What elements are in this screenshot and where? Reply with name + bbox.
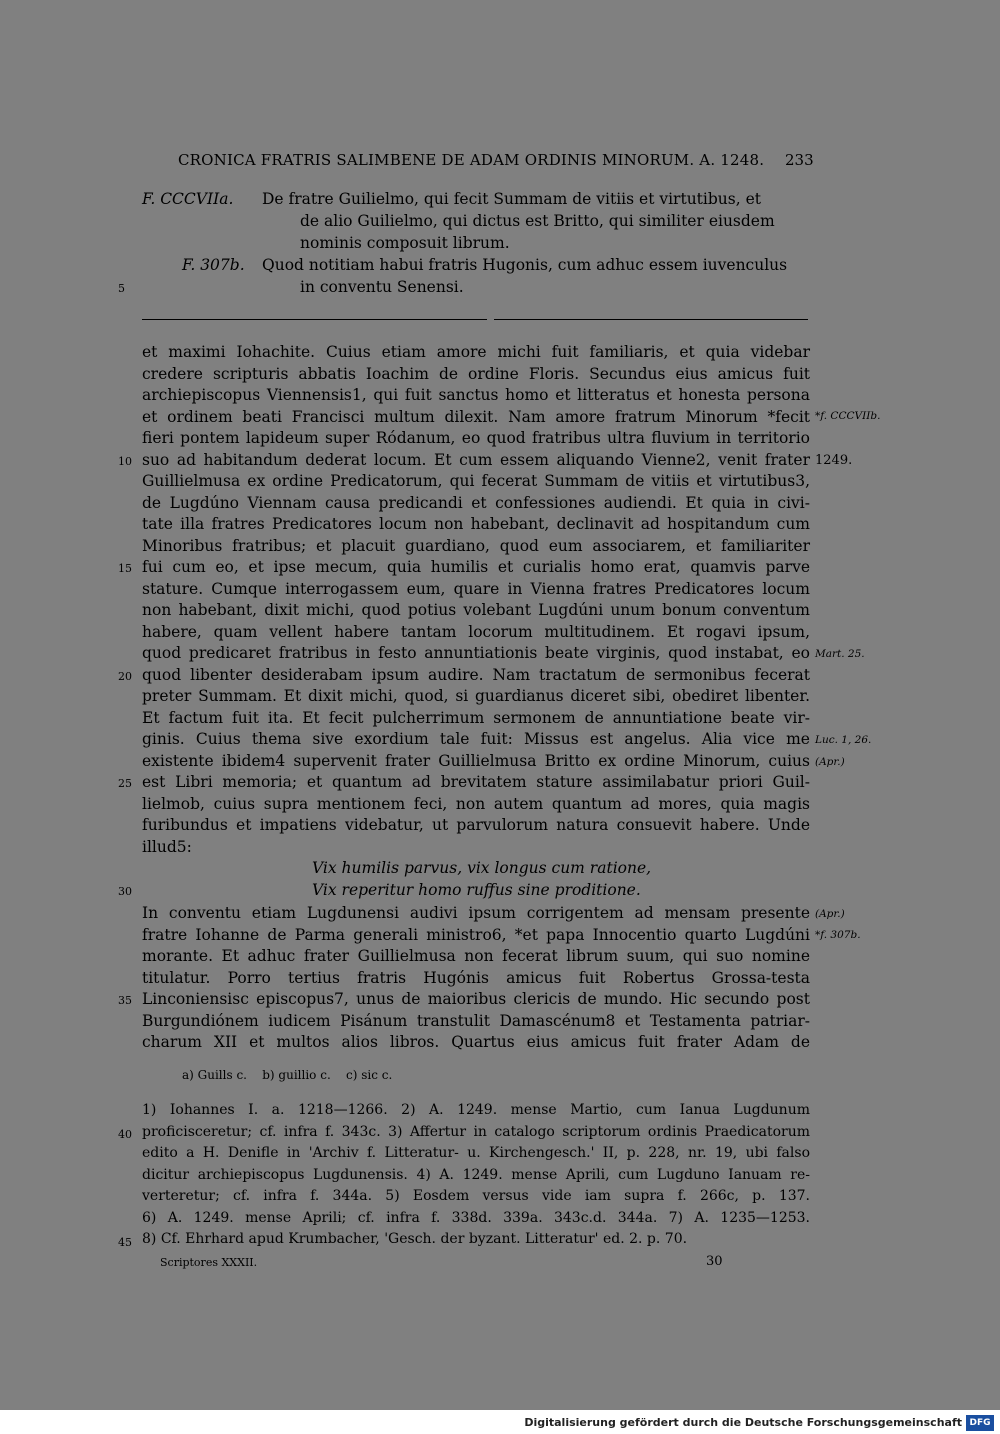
running-header: CRONICA FRATRIS SALIMBENE DE ADAM ORDINIS MINORUM. A. 1248.	[178, 151, 765, 169]
funding-text[interactable]: Digitalisierung gefördert durch die Deutsche Forschungsgemeinschaft	[524, 1416, 962, 1429]
body-line: charum XII et multos alios libros. Quartus eius amicus fuit frater Adam de	[142, 1033, 810, 1051]
body-line: titulatur. Porro tertius fratris Hugónis amicus fuit Robertus Grossa-testa	[142, 968, 810, 987]
body-line: illud5:	[142, 837, 192, 856]
body-line: stature. Cumque interrogassem eum, quare in Vienna fratres Predicatores locum	[142, 579, 810, 598]
separator-rule	[494, 319, 808, 320]
body-line: preter Summam. Et dixit michi, quod, si guardianus diceret sibi, obediret libenter.	[142, 687, 810, 705]
margin-note: Luc. 1, 26.	[815, 734, 872, 746]
body-line: ginis. Cuius thema sive exordium tale fuit: Missus est angelus. Alia vice me	[142, 730, 810, 748]
footnote-line: proficisceretur; cf. infra f. 343c. 3) Affertur in catalogo scriptorum ordinis Praedicatorum	[142, 1123, 810, 1140]
body-line: morante. Et adhuc frater Guillielmusa non fecerat librum suum, qui suo nomine	[142, 947, 810, 965]
line-number: 20	[118, 670, 132, 683]
body-line: suo ad habitandum dederat locum. Et cum essem aliquando Vienne2, venit frater	[142, 450, 810, 469]
margin-note: (Apr.)	[815, 908, 845, 920]
signature-number: 30	[706, 1254, 723, 1269]
footnote-line: 6) A. 1249. mense Aprili; cf. infra f. 338d. 339a. 343c.d. 344a. 7) A. 1235—1253.	[142, 1209, 810, 1226]
body-line: Minoribus fratribus; et placuit guardiano, quod eum associarem, et familiariter	[142, 536, 810, 555]
verse-line: Vix reperitur homo ruffus sine proditione.	[312, 880, 641, 899]
body-line: de Lugdúno Viennam causa predicandi et confessiones audiendi. Et quia in civi-	[142, 493, 810, 512]
line-number: 15	[118, 562, 132, 575]
body-line: fui cum eo, et ipse mecum, quia humilis et curialis homo erat, quamvis parve	[142, 558, 810, 576]
line-number: 10	[118, 455, 132, 468]
line-number: 40	[118, 1128, 132, 1141]
body-line: habere, quam vellent habere tantam locorum multitudinem. Et rogavi ipsum,	[142, 622, 810, 641]
margin-note: 1249.	[815, 453, 853, 468]
verse-line: Vix humilis parvus, vix longus cum ratione,	[312, 859, 652, 877]
line-number: 35	[118, 994, 132, 1007]
body-line: furibundus et impatiens videbatur, ut parvulorum natura consuevit habere. Unde	[142, 816, 810, 834]
toc-folio-2: F. 307b.	[182, 256, 245, 274]
line-number: 25	[118, 777, 132, 790]
margin-note: *f. CCCVIIb.	[815, 410, 881, 422]
body-line: quod libenter desiderabam ipsum audire. Nam tractatum de sermonibus fecerat	[142, 665, 810, 684]
toc-line: in conventu Senensi.	[300, 278, 464, 296]
toc-line: Quod notitiam habui fratris Hugonis, cum adhuc essem iuvenculus	[262, 256, 788, 274]
body-line: fratre Iohanne de Parma generali ministro6, *et papa Innocentio quarto Lugdúni	[142, 925, 810, 944]
separator-rule	[142, 319, 487, 320]
body-line: tate illa fratres Predicatores locum non habebant, declinavit ad hospitandum cum	[142, 515, 810, 533]
body-line: Et factum fuit ita. Et fecit pulcherrimum sermonem de annuntiatione beate vir-	[142, 708, 810, 727]
toc-line: De fratre Guilielmo, qui fecit Summam de vitiis et virtutibus, et	[262, 190, 761, 208]
body-line: et maximi Iohachite. Cuius etiam amore michi fuit familiaris, et quia videbar	[142, 343, 810, 361]
footnote-line: edito a H. Denifle in 'Archiv f. Litteratur- u. Kirchengesch.' II, p. 228, nr. 19, ubi falso	[142, 1145, 810, 1161]
toc-line: de alio Guilielmo, qui dictus est Britto, qui similiter eiusdem	[300, 212, 775, 230]
body-line: Burgundiónem iudicem Pisánum transtulit Damascénum8 et Testamenta patriar-	[142, 1011, 810, 1030]
body-line: existente ibidem4 supervenit frater Guillielmusa Britto ex ordine Minorum, cuius	[142, 751, 810, 770]
footnote-line: 8) Cf. Ehrhard apud Krumbacher, 'Gesch. der byzant. Litteratur' ed. 2. p. 70.	[142, 1231, 688, 1247]
footnote-line: dicitur archiepiscopus Lugdunensis. 4) A. 1249. mense Aprili, cum Lugduno Ianuam re-	[142, 1166, 810, 1183]
margin-note: Mart. 25.	[815, 648, 865, 660]
signature: Scriptores XXXII.	[160, 1256, 258, 1269]
funding-bar	[0, 1410, 1000, 1434]
body-line: quod predicaret fratribus in festo annuntiationis beate virginis, quod instabat, eo	[142, 644, 810, 662]
body-line: lielmob, cuius supra mentionem feci, non autem quantum ad mores, quia magis	[142, 794, 810, 813]
body-line: Guillielmusa ex ordine Predicatorum, qui fecerat Summam de vitiis et virtutibus3,	[142, 472, 810, 490]
toc-folio-1: F. CCCVIIa.	[142, 190, 234, 208]
body-line: fieri pontem lapideum super Ródanum, eo quod fratribus ultra fluvium in territorio	[142, 429, 810, 447]
body-line: archiepiscopus Viennensis1, qui fuit sanctus homo et litteratus et honesta persona	[142, 386, 810, 404]
margin-note: (Apr.)	[815, 756, 845, 768]
variant-notes: a) Guills c. b) guillio c. c) sic c.	[182, 1068, 393, 1082]
line-number: 45	[118, 1236, 132, 1249]
body-line: est Libri memoria; et quantum ad brevitatem stature assimilabatur priori Guil-	[142, 773, 810, 791]
body-line: In conventu etiam Lugdunensi audivi ipsum corrigentem ad mensam presente	[142, 904, 810, 922]
body-line: Linconiensisc episcopus7, unus de maioribus clericis de mundo. Hic secundo post	[142, 990, 810, 1008]
dfg-logo-icon[interactable]: DFG	[966, 1415, 994, 1431]
line-number: 30	[118, 885, 132, 898]
body-line: credere scripturis abbatis Ioachim de ordine Floris. Secundus eius amicus fuit	[142, 364, 810, 383]
line-number: 5	[118, 282, 125, 295]
margin-note: *f. 307b.	[815, 929, 861, 941]
body-line: et ordinem beati Francisci multum dilexit. Nam amore fratrum Minorum *fecit	[142, 407, 810, 426]
toc-line: nominis composuit librum.	[300, 234, 510, 252]
page-number: 233	[785, 151, 814, 169]
body-line: non habebant, dixit michi, quod potius volebant Lugdúni unum bonum conventum	[142, 601, 810, 619]
footnote-line: 1) Iohannes I. a. 1218—1266. 2) A. 1249. mense Martio, cum Ianua Lugdunum	[142, 1102, 810, 1118]
footnote-line: verteretur; cf. infra f. 344a. 5) Eosdem versus vide iam supra f. 266c, p. 137.	[142, 1188, 810, 1204]
